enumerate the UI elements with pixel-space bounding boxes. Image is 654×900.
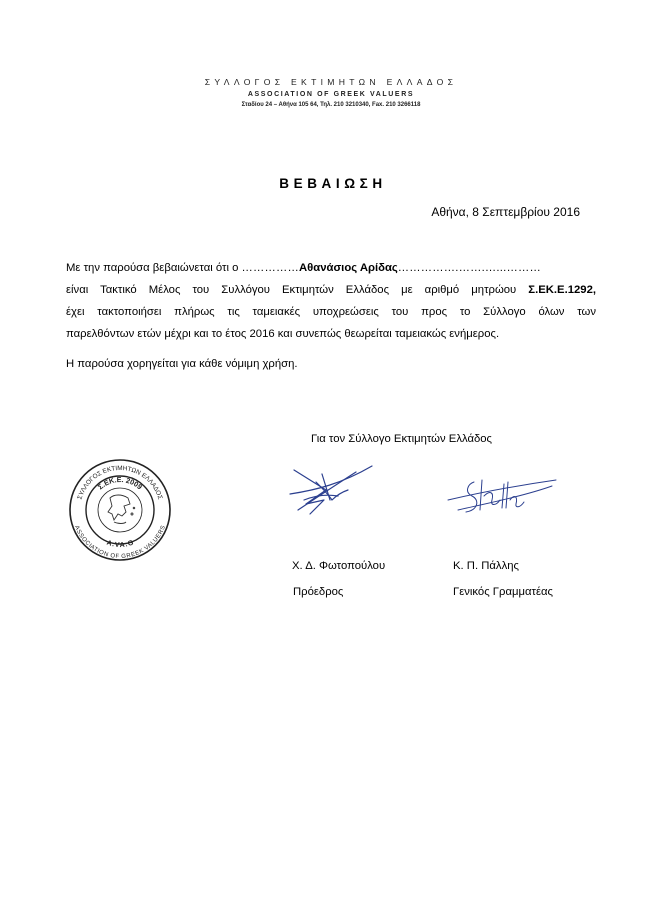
certificate-line-3: έχει τακτοποιήσει πλήρως τις ταμειακές υποχρεώσεις του προς το Σύλλογο όλων των [66, 306, 596, 318]
association-seal [68, 458, 172, 562]
svg-text:Σ.ΕΚ.Ε. 2009 [96, 475, 144, 491]
svg-text:A.VA.G [106, 539, 135, 549]
document-date: Αθήνα, 8 Σεπτεμβρίου 2016 [431, 205, 580, 219]
certificate-paragraph [66, 257, 596, 345]
seal-outer-bottom-text: ASSOCIATION OF GREEK VALUERS [73, 525, 167, 561]
dots-before-name: …………… [241, 262, 300, 274]
dots-after-name: …………….…….…...……… [397, 262, 541, 274]
member-name: Αθανάσιος Αρίδας [299, 262, 398, 274]
certificate-prefix: Με την παρούσα βεβαιώνεται ότι ο [66, 262, 242, 274]
seal-inner-bottom-text: A.VA.G [105, 539, 135, 550]
signer1-role: Πρόεδρος [293, 586, 344, 598]
org-name-english: ASSOCIATION OF GREEK VALUERS [247, 91, 415, 98]
signature-president-image [286, 460, 376, 520]
org-address: Σταδίου 24 – Αθήνα 105 64, Τηλ. 210 3210340, Fax. 210 3266118 [241, 102, 421, 108]
greece-map-icon [108, 495, 135, 524]
usage-note: Η παρούσα χορηγείται για κάθε νόμιμη χρήση. [66, 358, 298, 370]
signature-secretary-image [444, 470, 559, 520]
signer1-name: Χ. Δ. Φωτοπούλου [292, 560, 386, 572]
certificate-line-4: παρελθόντων ετών μέχρι και το έτος 2016 και συνεπώς θεωρείται ταμειακώς ενήμερος. [66, 328, 500, 340]
seal-outer-top-text: ΣΥΛΛΟΓΟΣ ΕΚΤΙΜΗΤΩΝ ΕΛΛΑΔΟΣ [76, 464, 164, 501]
seal-inner-top-text: Σ.ΕΚ.Ε. 2009 [95, 474, 145, 492]
certificate-line-2-text: είναι Τακτικό Μέλος του Συλλόγου Εκτιμητών Ελλάδος με αριθμό μητρώου [66, 284, 517, 296]
org-name-greek: ΣΥΛΛΟΓΟΣ ΕΚΤΙΜΗΤΩΝ ΕΛΛΑΔΟΣ [204, 77, 458, 87]
certificate-line-1 [66, 257, 596, 279]
signer2-role: Γενικός Γραμματέας [453, 586, 553, 598]
certificate-line-2 [66, 279, 596, 301]
registry-number: Σ.ΕΚ.Ε.1292, [528, 284, 596, 296]
for-association-label: Για τον Σύλλογο Εκτιμητών Ελλάδος [311, 433, 492, 445]
document-title: ΒΕΒΑΙΩΣΗ [279, 176, 387, 191]
signer2-name: Κ. Π. Πάλλης [453, 560, 519, 572]
